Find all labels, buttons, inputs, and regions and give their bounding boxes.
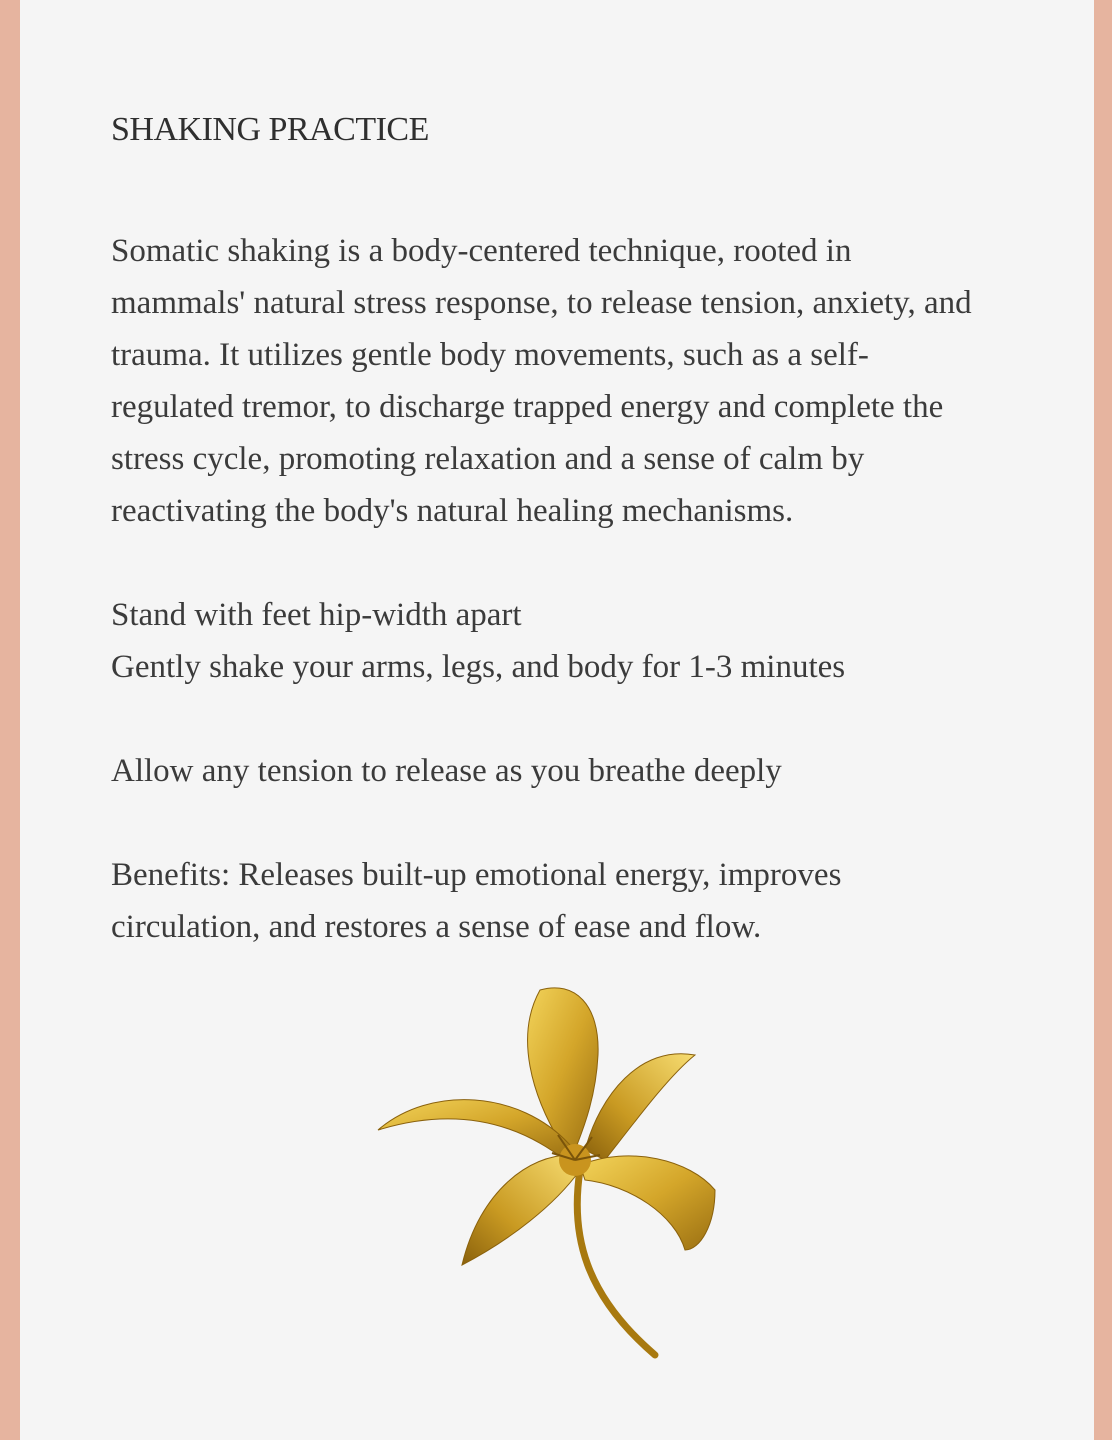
step-shake: Gently shake your arms, legs, and body for 1-3 minutes [111, 649, 846, 685]
petal-lower-left [462, 1155, 580, 1265]
petal-lower-right [580, 1156, 715, 1250]
petal-left [378, 1100, 570, 1160]
benefits-paragraph: Benefits: Releases built-up emotional energy, improves circulation, and restores a sense of ease and flow. [111, 857, 842, 945]
left-border [0, 0, 20, 1440]
step-stand: Stand with feet hip-width apart [111, 597, 522, 633]
page-content [111, 110, 991, 953]
step-breathe: Allow any tension to release as you breathe deeply [111, 753, 782, 789]
petal-right-upper [585, 1054, 695, 1160]
intro-paragraph: Somatic shaking is a body-centered technique, rooted in mammals' natural stress response, to release tension, anxiety, and trauma. It utilizes gentle body movements, such as a self-regulated tremor, to discharge trapped energy and complete the stress cycle, promoting relaxation and a sense of calm by reactivating the body's natural healing mechanisms. [111, 233, 972, 529]
golden-lily-image [370, 975, 730, 1370]
page-title: SHAKING PRACTICE [111, 111, 429, 148]
right-border [1094, 0, 1112, 1440]
